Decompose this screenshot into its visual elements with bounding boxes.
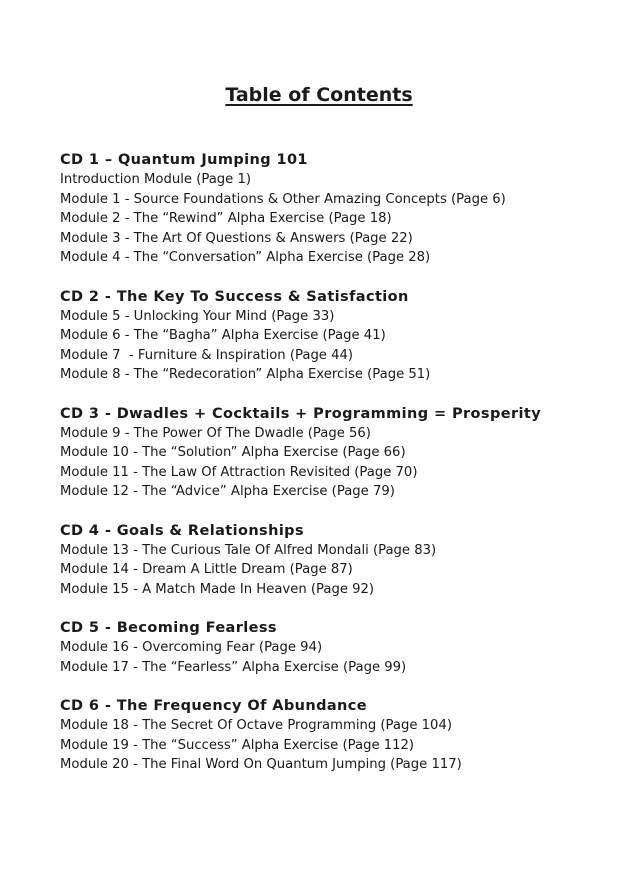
section-heading: CD 5 - Becoming Fearless [60,620,277,636]
toc-entry: Module 3 - The Art Of Questions & Answers (Page 22) [60,230,413,246]
toc-entry: Module 19 - The “Success” Alpha Exercise (Page 112) [60,737,415,753]
table-of-contents [60,150,630,794]
toc-section-cd1 [60,150,630,268]
toc-entry: Module 8 - The “Redecoration” Alpha Exercise (Page 51) [60,367,431,382]
toc-section-cd2 [60,287,630,385]
toc-entry: Introduction Module (Page 1) [60,172,251,187]
section-heading: CD 4 - Goals & Relationships [60,522,304,539]
toc-section-cd4 [60,521,630,600]
toc-entry: Module 10 - The “Solution” Alpha Exercise (Page 66) [60,445,406,460]
page-title-text: Table of Contents [225,84,413,106]
toc-entry: Module 15 - A Match Made In Heaven (Page 92) [60,581,375,597]
toc-entry: Module 17 - The “Fearless” Alpha Exercise (Page 99) [60,659,407,675]
toc-entry: Module 18 - The Secret Of Octave Programming (Page 104) [60,718,452,733]
section-heading: CD 2 - The Key To Success & Satisfaction [60,288,409,305]
toc-entry: Module 2 - The “Rewind” Alpha Exercise (Page 18) [60,211,392,226]
toc-entry: Module 20 - The Final Word On Quantum Jumping (Page 117) [60,757,462,772]
toc-entry: Module 14 - Dream A Little Dream (Page 87) [60,562,353,577]
toc-entry: Module 16 - Overcoming Fear (Page 94) [60,640,323,655]
toc-entry: Module 1 - Source Foundations & Other Amazing Concepts (Page 6) [60,191,506,207]
toc-entry: Module 6 - The “Bagha” Alpha Exercise (Page 41) [60,328,386,343]
section-heading: CD 1 – Quantum Jumping 101 [60,152,308,168]
toc-entry: Module 12 - The “Advice” Alpha Exercise (Page 79) [60,484,395,499]
toc-entry: Module 5 - Unlocking Your Mind (Page 33) [60,308,335,324]
toc-entry: Module 13 - The Curious Tale Of Alfred Mondali (Page 83) [60,542,437,558]
page-title [0,82,638,108]
toc-section-cd6 [60,696,630,775]
toc-section-cd3 [60,404,630,502]
toc-entry: Module 7 - Furniture & Inspiration (Page 44) [60,347,354,363]
section-heading: CD 3 - Dwadles + Cocktails + Programming = Prosperity [60,405,542,422]
toc-section-cd5 [60,618,630,677]
toc-entry: Module 11 - The Law Of Attraction Revisited (Page 70) [60,464,418,480]
toc-entry: Module 4 - The “Conversation” Alpha Exercise (Page 28) [60,250,431,265]
section-heading: CD 6 - The Frequency Of Abundance [60,698,367,714]
toc-entry: Module 9 - The Power Of The Dwadle (Page 56) [60,425,371,441]
